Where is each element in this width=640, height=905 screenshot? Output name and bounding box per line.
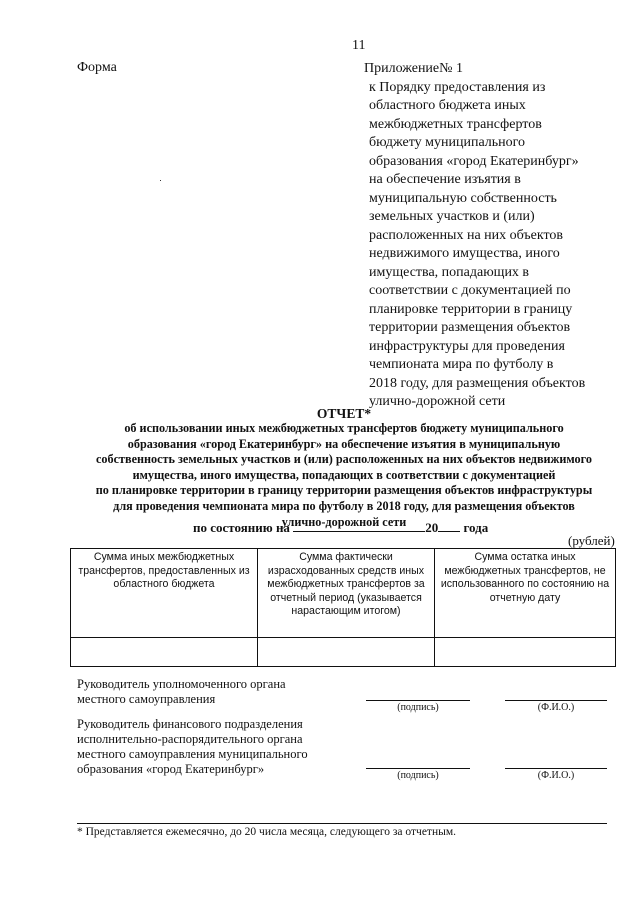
appendix-line: чемпионата мира по футболу в [369,357,554,372]
appendix-line: земельных участков и (или) [369,209,535,224]
as-of-prefix: по состоянию на [193,520,290,535]
table-cell [71,638,258,667]
appendix-line: имущества, попадающих в [369,264,530,280]
signatory-line: образования «город Екатеринбург» [77,762,265,776]
table-header-cell: Сумма остатка иных межбюджетных трансфертов, не использованного по состоянию на отчетную дату [435,549,616,638]
signature-caption: (подпись) [397,770,439,781]
appendix-line: планировке территории в границу [369,301,573,317]
name-caption: (Ф.И.О.) [537,702,575,713]
scan-dot [160,180,161,181]
subtitle-line: образования «город Екатеринбург» на обеспечение изъятия в муниципальную [127,436,561,451]
signatory-line: Руководитель финансового подразделения [77,717,303,731]
appendix-line: инфраструктуры для проведения [369,338,565,354]
appendix-line: бюджету муниципального [369,135,526,150]
table-cell [435,638,616,667]
subtitle-line: имущества, иного имущества, попадающих в соответствии с документацией [132,467,556,482]
appendix-text [364,79,624,412]
subtitle-line: для проведения чемпионата мира по футболу в 2018 году, для размещения объектов [113,498,575,513]
appendix-line: межбюджетных трансфертов [369,116,542,132]
head-signatory-label [77,677,286,707]
form-label: Форма [77,60,117,75]
name-line [505,768,607,769]
report-table [70,548,616,667]
subtitle-line: собственность земельных участков и (или) расположенных на них объектов недвижимого [96,452,592,467]
signatory-line: местного самоуправления муниципального [77,747,308,761]
subtitle-line: по планировке территории в границу территории размещения объектов инфраструктуры [95,483,593,498]
name-line [505,700,607,701]
signature-line [366,768,470,769]
footnote: * Представляется ежемесячно, до 20 числа месяца, следующего за отчетным. [77,826,456,838]
appendix-block [364,60,624,412]
signatory-line: Руководитель уполномоченного органа [77,677,286,691]
subtitle-line: улично-дорожной сети [281,514,407,529]
table-header-cell: Сумма фактически израсходованных средств иных межбюджетных трансфертов за отчетный период (указывается нарастающим итогом) [258,549,435,638]
appendix-line: муниципальную собственность [369,190,557,206]
appendix-title: Приложение№ 1 [364,61,463,76]
appendix-line: 2018 году, для размещения объектов [369,375,586,391]
appendix-line: образования «город Екатеринбург» [369,153,579,169]
table-header-row [71,549,616,638]
appendix-line: соответствии с документацией по [369,283,571,298]
date-blank [293,520,425,532]
as-of-date-line [193,520,488,536]
signature-caption: (подпись) [397,702,439,713]
footnote-divider [77,823,607,824]
signatory-line: местного самоуправления [77,692,216,706]
year-blank [438,520,460,532]
appendix-line: областного бюджета иных [369,98,526,113]
units-label: (рублей) [568,533,615,548]
appendix-line: недвижимого имущества, иного [369,246,560,261]
table-cell [258,638,435,667]
page-number: 11 [352,38,366,53]
report-title: ОТЧЕТ* [316,406,372,421]
subtitle-line: об использовании иных межбюджетных трансфертов бюджету муниципального [124,421,564,435]
signature-line [366,700,470,701]
name-caption: (Ф.И.О.) [537,770,575,781]
signatory-line: исполнительно-распорядительного органа [77,732,303,746]
as-of-suffix: года [463,520,489,535]
finance-signatory-label [77,717,308,777]
appendix-line: расположенных на них объектов [369,227,564,243]
appendix-line: на обеспечение изъятия в [369,172,521,187]
appendix-line: к Порядку предоставления из [369,79,546,95]
table-header-cell: Сумма иных межбюджетных трансфертов, предоставленных из областного бюджета [71,549,258,638]
appendix-line: улично-дорожной сети [369,394,506,409]
as-of-year: 20 [425,520,439,535]
table-row [71,638,616,667]
appendix-line: территории размещения объектов [369,320,571,335]
report-subtitle [50,421,638,530]
